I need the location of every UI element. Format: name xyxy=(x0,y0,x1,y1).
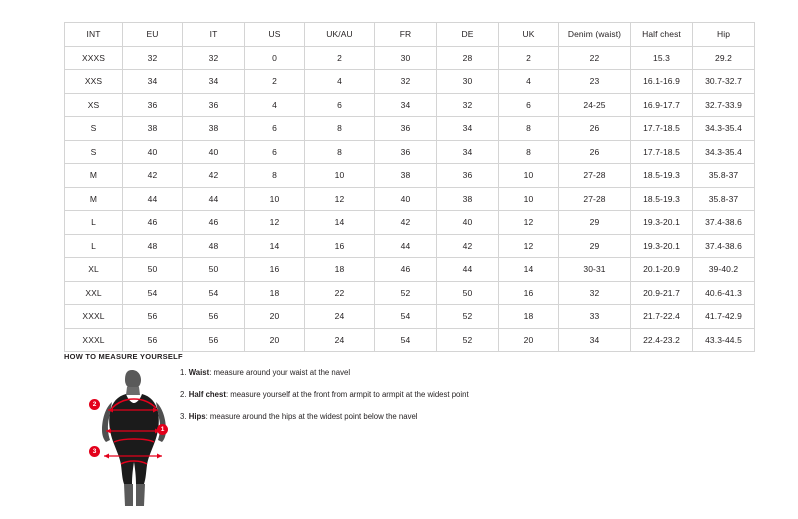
table-cell: 18.5-19.3 xyxy=(631,187,693,211)
table-cell: 34.3-35.4 xyxy=(693,140,755,164)
column-header-de: DE xyxy=(437,23,499,47)
table-cell: 2 xyxy=(305,46,375,70)
table-cell: 42 xyxy=(437,234,499,258)
table-cell: 38 xyxy=(123,117,183,141)
table-cell: 46 xyxy=(375,258,437,282)
table-cell: 10 xyxy=(245,187,305,211)
table-cell: S xyxy=(65,140,123,164)
table-cell: 10 xyxy=(499,187,559,211)
column-header-int: INT xyxy=(65,23,123,47)
table-cell: 34 xyxy=(123,70,183,94)
size-chart-table xyxy=(64,22,755,352)
table-cell: 18.5-19.3 xyxy=(631,164,693,188)
item-number: 2. xyxy=(180,390,187,399)
table-row xyxy=(65,234,755,258)
table-cell: 24 xyxy=(305,305,375,329)
table-cell: 12 xyxy=(245,211,305,235)
table-cell: 8 xyxy=(245,164,305,188)
table-cell: 32.7-33.9 xyxy=(693,93,755,117)
table-cell: 24-25 xyxy=(559,93,631,117)
table-cell: 17.7-18.5 xyxy=(631,117,693,141)
table-cell: 37.4-38.6 xyxy=(693,211,755,235)
size-chart-table-container xyxy=(64,22,742,352)
table-cell: 2 xyxy=(245,70,305,94)
column-header-eu: EU xyxy=(123,23,183,47)
table-cell: 40.6-41.3 xyxy=(693,281,755,305)
table-cell: XXXL xyxy=(65,305,123,329)
table-cell: S xyxy=(65,117,123,141)
table-row xyxy=(65,70,755,94)
table-row xyxy=(65,46,755,70)
table-cell: 50 xyxy=(123,258,183,282)
measurement-marker-3: 3 xyxy=(89,446,100,457)
table-row xyxy=(65,164,755,188)
table-cell: 14 xyxy=(245,234,305,258)
item-term: Hips xyxy=(188,412,206,421)
table-cell: 36 xyxy=(437,164,499,188)
table-cell: 34 xyxy=(375,93,437,117)
list-item xyxy=(180,412,610,422)
table-row xyxy=(65,328,755,352)
table-cell: 38 xyxy=(183,117,245,141)
column-header-uk-au: UK/AU xyxy=(305,23,375,47)
table-cell: 42 xyxy=(123,164,183,188)
table-cell: 32 xyxy=(183,46,245,70)
table-cell: L xyxy=(65,234,123,258)
table-cell: 8 xyxy=(305,117,375,141)
table-cell: 38 xyxy=(375,164,437,188)
table-cell: 8 xyxy=(499,140,559,164)
table-cell: 40 xyxy=(123,140,183,164)
table-cell: 6 xyxy=(305,93,375,117)
table-cell: 20.1-20.9 xyxy=(631,258,693,282)
table-cell: 19.3-20.1 xyxy=(631,211,693,235)
table-cell: 22 xyxy=(559,46,631,70)
table-cell: 32 xyxy=(559,281,631,305)
table-cell: 6 xyxy=(245,117,305,141)
table-cell: 12 xyxy=(305,187,375,211)
table-cell: 8 xyxy=(499,117,559,141)
table-cell: 44 xyxy=(437,258,499,282)
table-cell: 0 xyxy=(245,46,305,70)
table-cell: 28 xyxy=(437,46,499,70)
table-cell: 19.3-20.1 xyxy=(631,234,693,258)
table-cell: 40 xyxy=(183,140,245,164)
measurement-marker-2: 2 xyxy=(89,399,100,410)
how-to-measure-list xyxy=(180,368,610,434)
table-cell: 54 xyxy=(375,328,437,352)
table-cell: 20.9-21.7 xyxy=(631,281,693,305)
column-header-fr: FR xyxy=(375,23,437,47)
table-cell: 56 xyxy=(123,328,183,352)
table-cell: 41.7-42.9 xyxy=(693,305,755,329)
table-cell: 35.8-37 xyxy=(693,187,755,211)
table-cell: 6 xyxy=(245,140,305,164)
list-item xyxy=(180,390,610,400)
table-cell: 36 xyxy=(375,117,437,141)
table-header xyxy=(65,23,755,47)
table-cell: 30 xyxy=(375,46,437,70)
table-cell: 48 xyxy=(183,234,245,258)
table-cell: 34 xyxy=(183,70,245,94)
table-cell: 20 xyxy=(245,305,305,329)
table-cell: 50 xyxy=(437,281,499,305)
table-cell: XXXS xyxy=(65,46,123,70)
how-to-measure-title: HOW TO MEASURE YOURSELF xyxy=(64,352,183,361)
table-cell: 16.9-17.7 xyxy=(631,93,693,117)
table-row xyxy=(65,93,755,117)
table-cell: 34 xyxy=(559,328,631,352)
table-cell: 4 xyxy=(245,93,305,117)
table-cell: 30-31 xyxy=(559,258,631,282)
table-cell: XS xyxy=(65,93,123,117)
mannequin-illustration xyxy=(88,368,178,508)
item-text: : measure around the hips at the widest point below the navel xyxy=(205,412,418,421)
table-cell: 52 xyxy=(437,305,499,329)
table-cell: M xyxy=(65,164,123,188)
table-cell: 56 xyxy=(123,305,183,329)
table-cell: 10 xyxy=(499,164,559,188)
table-row xyxy=(65,117,755,141)
table-cell: 40 xyxy=(437,211,499,235)
table-cell: 18 xyxy=(305,258,375,282)
table-cell: 22 xyxy=(305,281,375,305)
table-cell: 6 xyxy=(499,93,559,117)
table-cell: 34 xyxy=(437,140,499,164)
item-text: : measure yourself at the front from armpit to armpit at the widest point xyxy=(225,390,469,399)
table-cell: 50 xyxy=(183,258,245,282)
item-number: 1. xyxy=(180,368,187,377)
table-cell: 46 xyxy=(123,211,183,235)
table-cell: 15.3 xyxy=(631,46,693,70)
table-cell: 12 xyxy=(499,211,559,235)
table-cell: 10 xyxy=(305,164,375,188)
table-row xyxy=(65,187,755,211)
table-cell: 44 xyxy=(123,187,183,211)
measurement-figure xyxy=(88,368,178,508)
table-cell: 29.2 xyxy=(693,46,755,70)
table-cell: 43.3-44.5 xyxy=(693,328,755,352)
column-header-us: US xyxy=(245,23,305,47)
measurement-marker-1: 1 xyxy=(157,424,168,435)
table-cell: XXS xyxy=(65,70,123,94)
table-cell: 54 xyxy=(375,305,437,329)
table-cell: 35.8-37 xyxy=(693,164,755,188)
table-cell: 32 xyxy=(123,46,183,70)
table-cell: 12 xyxy=(499,234,559,258)
table-cell: 26 xyxy=(559,140,631,164)
table-cell: 34.3-35.4 xyxy=(693,117,755,141)
table-cell: 36 xyxy=(123,93,183,117)
table-cell: 14 xyxy=(305,211,375,235)
table-row xyxy=(65,211,755,235)
column-header-it: IT xyxy=(183,23,245,47)
table-cell: 23 xyxy=(559,70,631,94)
table-cell: 30 xyxy=(437,70,499,94)
table-header-row xyxy=(65,23,755,47)
table-cell: 42 xyxy=(183,164,245,188)
table-cell: 18 xyxy=(245,281,305,305)
table-cell: 29 xyxy=(559,234,631,258)
table-cell: 48 xyxy=(123,234,183,258)
table-cell: 8 xyxy=(305,140,375,164)
table-cell: 33 xyxy=(559,305,631,329)
table-cell: 52 xyxy=(437,328,499,352)
table-cell: 29 xyxy=(559,211,631,235)
table-cell: 46 xyxy=(183,211,245,235)
table-cell: 56 xyxy=(183,305,245,329)
table-cell: 2 xyxy=(499,46,559,70)
table-cell: 4 xyxy=(499,70,559,94)
column-header-denim-waist: Denim (waist) xyxy=(559,23,631,47)
table-cell: 26 xyxy=(559,117,631,141)
item-term: Half chest xyxy=(188,390,226,399)
table-cell: 34 xyxy=(437,117,499,141)
item-text: : measure around your waist at the navel xyxy=(209,368,351,377)
table-cell: 20 xyxy=(245,328,305,352)
table-cell: 56 xyxy=(183,328,245,352)
table-cell: 32 xyxy=(437,93,499,117)
table-cell: 52 xyxy=(375,281,437,305)
table-body xyxy=(65,46,755,352)
table-cell: 16 xyxy=(499,281,559,305)
table-cell: 44 xyxy=(183,187,245,211)
table-cell: 30.7-32.7 xyxy=(693,70,755,94)
table-cell: 32 xyxy=(375,70,437,94)
column-header-uk: UK xyxy=(499,23,559,47)
table-cell: 16 xyxy=(245,258,305,282)
list-item xyxy=(180,368,610,378)
table-row xyxy=(65,140,755,164)
table-cell: 39-40.2 xyxy=(693,258,755,282)
table-cell: 40 xyxy=(375,187,437,211)
table-cell: 36 xyxy=(375,140,437,164)
table-cell: L xyxy=(65,211,123,235)
table-cell: 20 xyxy=(499,328,559,352)
table-cell: 14 xyxy=(499,258,559,282)
column-header-hip: Hip xyxy=(693,23,755,47)
table-cell: 38 xyxy=(437,187,499,211)
table-cell: 42 xyxy=(375,211,437,235)
table-cell: 18 xyxy=(499,305,559,329)
table-cell: 27-28 xyxy=(559,187,631,211)
table-cell: 4 xyxy=(305,70,375,94)
table-row xyxy=(65,281,755,305)
table-cell: 21.7-22.4 xyxy=(631,305,693,329)
table-cell: XL xyxy=(65,258,123,282)
table-cell: 54 xyxy=(183,281,245,305)
table-row xyxy=(65,305,755,329)
table-row xyxy=(65,258,755,282)
table-cell: 27-28 xyxy=(559,164,631,188)
table-cell: 17.7-18.5 xyxy=(631,140,693,164)
table-cell: XXL xyxy=(65,281,123,305)
table-cell: 24 xyxy=(305,328,375,352)
table-cell: XXXL xyxy=(65,328,123,352)
table-cell: 16 xyxy=(305,234,375,258)
table-cell: 36 xyxy=(183,93,245,117)
item-number: 3. xyxy=(180,412,187,421)
column-header-half-chest: Half chest xyxy=(631,23,693,47)
table-cell: 16.1-16.9 xyxy=(631,70,693,94)
table-cell: 44 xyxy=(375,234,437,258)
table-cell: M xyxy=(65,187,123,211)
table-cell: 37.4-38.6 xyxy=(693,234,755,258)
table-cell: 54 xyxy=(123,281,183,305)
item-term: Waist xyxy=(188,368,210,377)
table-cell: 22.4-23.2 xyxy=(631,328,693,352)
